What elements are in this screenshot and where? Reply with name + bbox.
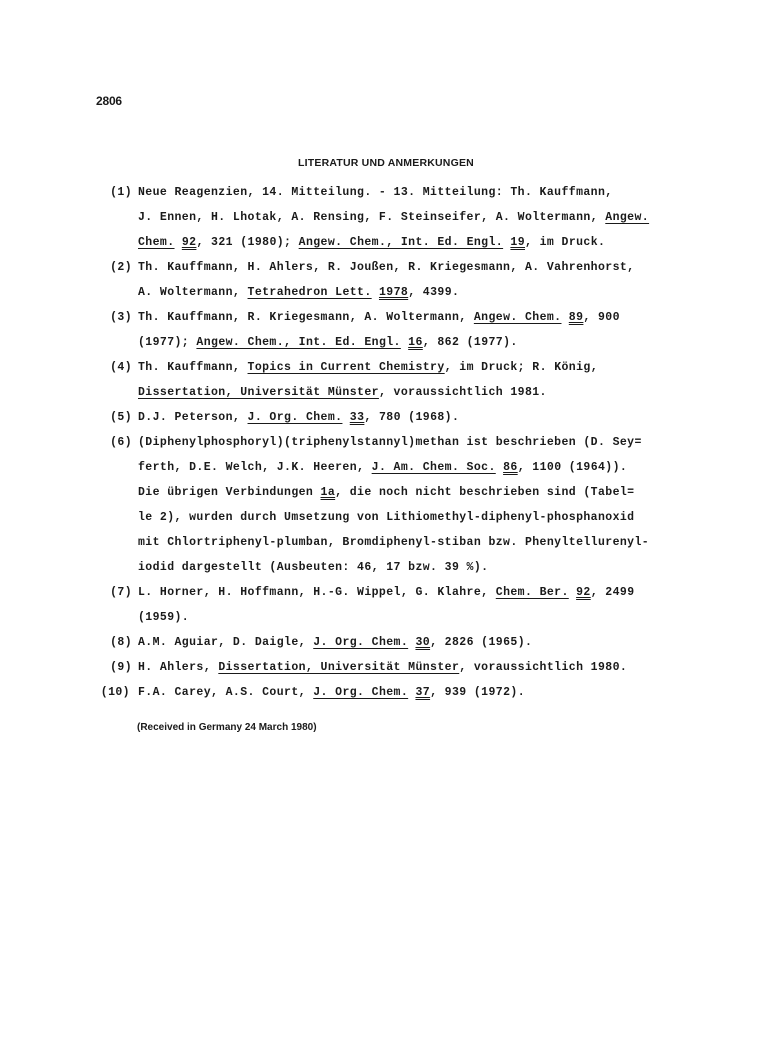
reference-item: [100, 405, 720, 430]
reference-text: , 2826 (1965).: [430, 636, 533, 649]
reference-line: [138, 655, 720, 680]
volume-number: 92: [181, 236, 197, 249]
reference-line: [138, 430, 720, 455]
reference-line: [138, 580, 720, 605]
volume-number: 1978: [378, 286, 409, 299]
reference-line: [138, 255, 720, 280]
reference-text: [561, 311, 568, 324]
reference-item: [100, 630, 720, 655]
journal-title: Angew. Chem.: [473, 311, 562, 324]
reference-text: A.M. Aguiar, D. Daigle,: [138, 636, 314, 649]
reference-item: [100, 305, 720, 355]
reference-line: [138, 330, 720, 355]
reference-number: (5): [110, 411, 132, 424]
reference-text: Th. Kauffmann, R. Kriegesmann, A. Woltermann,: [138, 311, 474, 324]
reference-text: le 2), wurden durch Umsetzung von Lithiomethyl-diphenyl-phosphanoxid: [138, 511, 635, 524]
reference-text: (1977);: [138, 336, 197, 349]
journal-title: Angew.: [605, 211, 650, 224]
reference-item: [100, 355, 720, 405]
journal-title: J. Am. Chem. Soc.: [371, 461, 496, 474]
reference-line: [138, 455, 720, 480]
reference-item: [100, 680, 720, 705]
reference-number: (10): [100, 686, 130, 699]
reference-text: (Diphenylphosphoryl)(triphenylstannyl)methan ist beschrieben (D. Sey=: [138, 436, 642, 449]
reference-line: [138, 605, 720, 630]
volume-number: 92: [576, 586, 591, 599]
reference-text: [342, 411, 349, 424]
reference-number: (1): [110, 186, 132, 199]
volume-number: 37: [415, 686, 431, 699]
reference-text: Die übrigen Verbindungen: [138, 486, 321, 499]
reference-text: [372, 286, 379, 299]
journal-title: Chem. Ber.: [495, 586, 569, 599]
reference-number: (3): [110, 311, 132, 324]
reference-text: ferth, D.E. Welch, J.K. Heeren,: [138, 461, 372, 474]
reference-line: [138, 305, 720, 330]
reference-line: [138, 630, 720, 655]
volume-number: 1a: [320, 486, 336, 499]
reference-text: , voraussichtlich 1980.: [459, 661, 628, 674]
reference-number: (8): [110, 636, 132, 649]
reference-text: (1959).: [138, 611, 190, 624]
volume-number: 89: [568, 311, 584, 324]
reference-text: Neue Reagenzien, 14. Mitteilung. - 13. Mitteilung: Th. Kauffmann,: [138, 186, 613, 199]
journal-title: Angew. Chem., Int. Ed. Engl.: [196, 336, 401, 349]
reference-text: , im Druck.: [525, 236, 606, 249]
reference-text: , 1100 (1964)).: [517, 461, 628, 474]
reference-item: [100, 430, 720, 580]
reference-number: (2): [110, 261, 132, 274]
reference-text: , 939 (1972).: [430, 686, 525, 699]
reference-text: , 900: [583, 311, 620, 324]
reference-line: [138, 680, 720, 705]
reference-list: [100, 180, 720, 705]
volume-number: 30: [415, 636, 431, 649]
reference-text: [175, 236, 182, 249]
reference-text: Th. Kauffmann,: [138, 361, 248, 374]
journal-title: Dissertation, Universität Münster: [138, 386, 379, 399]
reference-text: L. Horner, H. Hoffmann, H.-G. Wippel, G. Klahre,: [138, 586, 496, 599]
reference-number: (9): [110, 661, 132, 674]
journal-title: J. Org. Chem.: [247, 411, 343, 424]
reference-line: [138, 205, 720, 230]
journal-title: Chem.: [138, 236, 175, 249]
reference-line: [138, 280, 720, 305]
reference-text: , die noch nicht beschrieben sind (Tabel=: [335, 486, 635, 499]
journal-title: Angew. Chem., Int. Ed. Engl.: [298, 236, 504, 249]
reference-line: [138, 230, 720, 255]
reference-line: [138, 555, 720, 580]
reference-text: [496, 461, 503, 474]
reference-text: , voraussichtlich 1981.: [378, 386, 547, 399]
reference-text: Th. Kauffmann, H. Ahlers, R. Joußen, R. Kriegesmann, A. Vahrenhorst,: [138, 261, 635, 274]
reference-text: mit Chlortriphenyl-plumban, Bromdiphenyl-stiban bzw. Phenyltellurenyl-: [138, 536, 650, 549]
reference-text: D.J. Peterson,: [138, 411, 248, 424]
reference-line: [138, 530, 720, 555]
reference-item: [100, 580, 720, 630]
reference-number: (6): [110, 436, 132, 449]
journal-title: Tetrahedron Lett.: [247, 286, 372, 299]
reference-text: , 321 (1980);: [196, 236, 299, 249]
reference-text: [569, 586, 576, 599]
reference-text: , im Druck; R. König,: [444, 361, 598, 374]
reference-line: [138, 380, 720, 405]
section-title: LITERATUR UND ANMERKUNGEN: [298, 157, 474, 169]
reference-line: [138, 480, 720, 505]
reference-number: (4): [110, 361, 132, 374]
reference-text: , 4399.: [408, 286, 460, 299]
volume-number: 16: [408, 336, 423, 349]
page-number: 2806: [96, 94, 122, 108]
reference-text: iodid dargestellt (Ausbeuten: 46, 17 bzw. 39 %).: [138, 561, 489, 574]
received-note: (Received in Germany 24 March 1980): [137, 722, 317, 733]
reference-text: F.A. Carey, A.S. Court,: [138, 686, 314, 699]
reference-line: [138, 180, 720, 205]
journal-title: Topics in Current Chemistry: [247, 361, 445, 374]
reference-text: , 2499: [590, 586, 635, 599]
reference-line: [138, 505, 720, 530]
reference-item: [100, 655, 720, 680]
reference-item: [100, 180, 720, 255]
volume-number: 86: [503, 461, 518, 474]
reference-line: [138, 405, 720, 430]
reference-text: H. Ahlers,: [138, 661, 219, 674]
journal-title: Dissertation, Universität Münster: [218, 661, 460, 674]
journal-title: J. Org. Chem.: [313, 636, 409, 649]
volume-number: 19: [510, 236, 526, 249]
reference-text: J. Ennen, H. Lhotak, A. Rensing, F. Steinseifer, A. Woltermann,: [138, 211, 606, 224]
reference-line: [138, 355, 720, 380]
reference-item: [100, 255, 720, 305]
volume-number: 33: [349, 411, 365, 424]
reference-text: A. Woltermann,: [138, 286, 248, 299]
reference-number: (7): [110, 586, 132, 599]
reference-text: , 780 (1968).: [364, 411, 460, 424]
journal-title: J. Org. Chem.: [313, 686, 409, 699]
reference-text: , 862 (1977).: [422, 336, 518, 349]
